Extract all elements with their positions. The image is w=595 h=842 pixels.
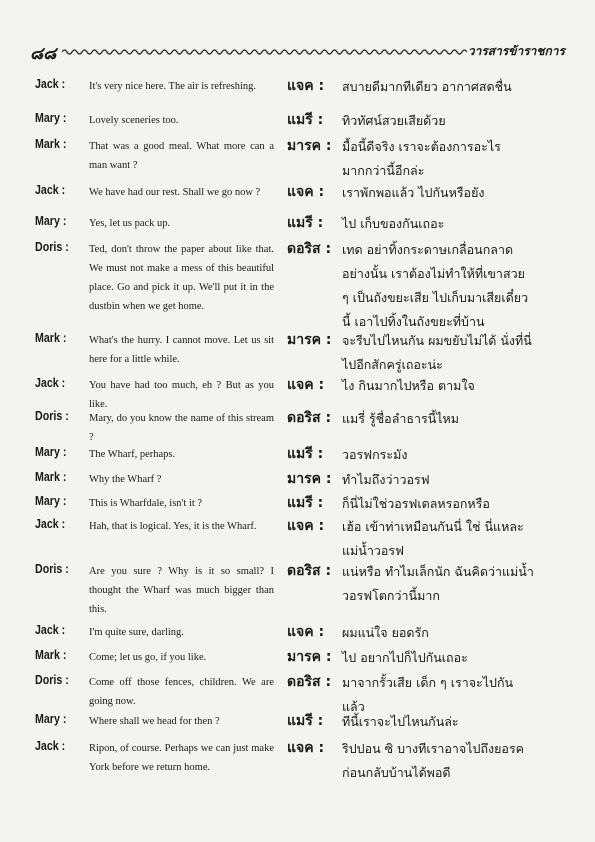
speaker-name: Jack :: [35, 375, 66, 390]
thai-speaker-name: มารค :: [287, 332, 332, 348]
thai-line: จะรีบไปไหนกัน ผมขยับไม่ได้ นั่งที่นี่ไปอีกสักครู่เถอะน่ะ: [342, 333, 532, 372]
journal-title: วารสารข้าราชการ: [467, 44, 565, 58]
thai-speaker-name: แจค :: [287, 377, 325, 393]
thai-line: เฮ้อ เข้าท่าเหมือนกันนี่ ใช่ นี่แหละแม่น้ำวอรฟ: [342, 519, 524, 558]
thai-line: แน่หรือ ทำไมเล็กนัก ฉันคิดว่าแม่น้ำวอรฟโตกว่านี้มาก: [342, 564, 534, 603]
english-line: Lovely sceneries too.: [89, 115, 179, 126]
thai-line: ไป เก็บของกันเถอะ: [342, 216, 445, 231]
thai-speaker-name: แมรี :: [287, 713, 324, 729]
speaker-name: Mark :: [35, 330, 67, 345]
english-line: Why the Wharf ?: [89, 474, 162, 485]
thai-speaker-name: มารค :: [287, 649, 332, 665]
thai-line: ไป อยากไปก็ไปกันเถอะ: [342, 650, 468, 665]
thai-speaker-name: แมรี :: [287, 112, 324, 128]
english-line: The Wharf, perhaps.: [89, 449, 176, 460]
speaker-name: Mark :: [35, 647, 67, 662]
thai-line: ก็นี่ไม่ใช่วอรฟเดลหรอกหรือ: [342, 496, 490, 511]
thai-line: สบายดีมากทีเดียว อากาศสดชื่น: [342, 79, 512, 94]
thai-speaker-name: แจค :: [287, 624, 325, 640]
speaker-name: Jack :: [35, 738, 66, 753]
thai-speaker-name: แจค :: [287, 78, 325, 94]
thai-line: ไง กินมากไปหรือ ตามใจ: [342, 378, 475, 393]
thai-speaker-name: ดอริส :: [287, 563, 332, 579]
speaker-name: Mary :: [35, 711, 67, 726]
page-header: [30, 40, 565, 64]
thai-speaker-name: ดอริส :: [287, 410, 332, 426]
speaker-name: Mary :: [35, 110, 67, 125]
wavy-rule: [62, 48, 467, 56]
english-line: I'm quite sure, darling.: [89, 627, 184, 638]
english-line: Ripon, of course. Perhaps we can just make York before we return home.: [89, 743, 274, 773]
english-line: Come off those fences, children. We are going now.: [89, 677, 274, 707]
english-line: You have had too much, eh ? But as you like.: [89, 380, 274, 410]
english-line: It's very nice here. The air is refreshing.: [89, 81, 257, 92]
speaker-name: Doris :: [35, 408, 69, 423]
speaker-name: Doris :: [35, 561, 69, 576]
speaker-name: Mark :: [35, 136, 67, 151]
thai-speaker-name: แมรี :: [287, 495, 324, 511]
speaker-name: Mark :: [35, 469, 67, 484]
thai-line: เราพักพอแล้ว ไปกันหรือยัง: [342, 185, 485, 200]
english-line: Where shall we head for then ?: [89, 716, 220, 727]
english-line: Ted, don't throw the paper about like that. We must not make a mess of this beautiful place. Go and pick it up. We'll put it in the dustbin when we get home.: [89, 244, 274, 312]
thai-line: มื้อนี้ดีจริง เราจะต้องการอะไรมากกว่านี้อีกล่ะ: [342, 139, 501, 178]
thai-line: แมรี่ รู้ชื่อลำธารนี้ไหม: [342, 411, 460, 426]
thai-line: วอรฟกระมัง: [342, 447, 408, 462]
thai-line: เทด อย่าทิ้งกระดาษเกลื่อนกลาดอย่างนั้น เราต้องไม่ทำให้ที่เขาสวย ๆ เป็นถังขยะเสีย ไปเก็บมาเสียเดี๋ยวนี้ เอาไปทิ้งในถังขยะที่บ้าน: [342, 242, 529, 329]
speaker-name: Mary :: [35, 493, 67, 508]
english-line: This is Wharfdale, isn't it ?: [89, 498, 203, 509]
english-line: Come; let us go, if you like.: [89, 652, 207, 663]
speaker-name: Jack :: [35, 76, 66, 91]
english-line: Mary, do you know the name of this stream ?: [89, 413, 274, 443]
thai-line: มาจากรั้วเสีย เด็ก ๆ เราจะไปกันแล้ว: [342, 675, 514, 714]
thai-line: ทิวทัศน์สวยเสียด้วย: [342, 113, 446, 128]
speaker-name: Jack :: [35, 622, 66, 637]
speaker-name: Mary :: [35, 444, 67, 459]
speaker-name: Doris :: [35, 239, 69, 254]
page-number: ๘๘: [30, 44, 57, 63]
thai-speaker-name: มารค :: [287, 471, 332, 487]
thai-line: ริปปอน ซิ บางทีเราอาจไปถึงยอรคก่อนกลับบ้านได้พอดี: [342, 741, 525, 780]
speaker-name: Mary :: [35, 213, 67, 228]
thai-line: ผมแน่ใจ ยอดรัก: [342, 625, 429, 640]
thai-speaker-name: แมรี :: [287, 215, 324, 231]
thai-speaker-name: ดอริส :: [287, 241, 332, 257]
thai-speaker-name: ดอริส :: [287, 674, 332, 690]
english-line: What's the hurry. I cannot move. Let us sit here for a little while.: [89, 335, 274, 365]
thai-speaker-name: แจค :: [287, 184, 325, 200]
thai-line: ทำไมถึงว่าวอรฟ: [342, 472, 430, 487]
english-line: Hah, that is logical. Yes, it is the Wharf.: [89, 521, 257, 532]
speaker-name: Jack :: [35, 516, 66, 531]
english-line: That was a good meal. What more can a man want ?: [89, 141, 274, 171]
english-line: We have had our rest. Shall we go now ?: [89, 187, 261, 198]
thai-speaker-name: แมรี :: [287, 446, 324, 462]
english-line: Are you sure ? Why is it so small? I thought the Wharf was much bigger than this.: [89, 566, 274, 615]
thai-speaker-name: แจค :: [287, 740, 325, 756]
english-line: Yes, let us pack up.: [89, 218, 171, 229]
speaker-name: Doris :: [35, 672, 69, 687]
thai-speaker-name: มารค :: [287, 138, 332, 154]
thai-speaker-name: แจค :: [287, 518, 325, 534]
thai-line: ทีนี้เราจะไปไหนกันล่ะ: [342, 714, 459, 729]
speaker-name: Jack :: [35, 182, 66, 197]
